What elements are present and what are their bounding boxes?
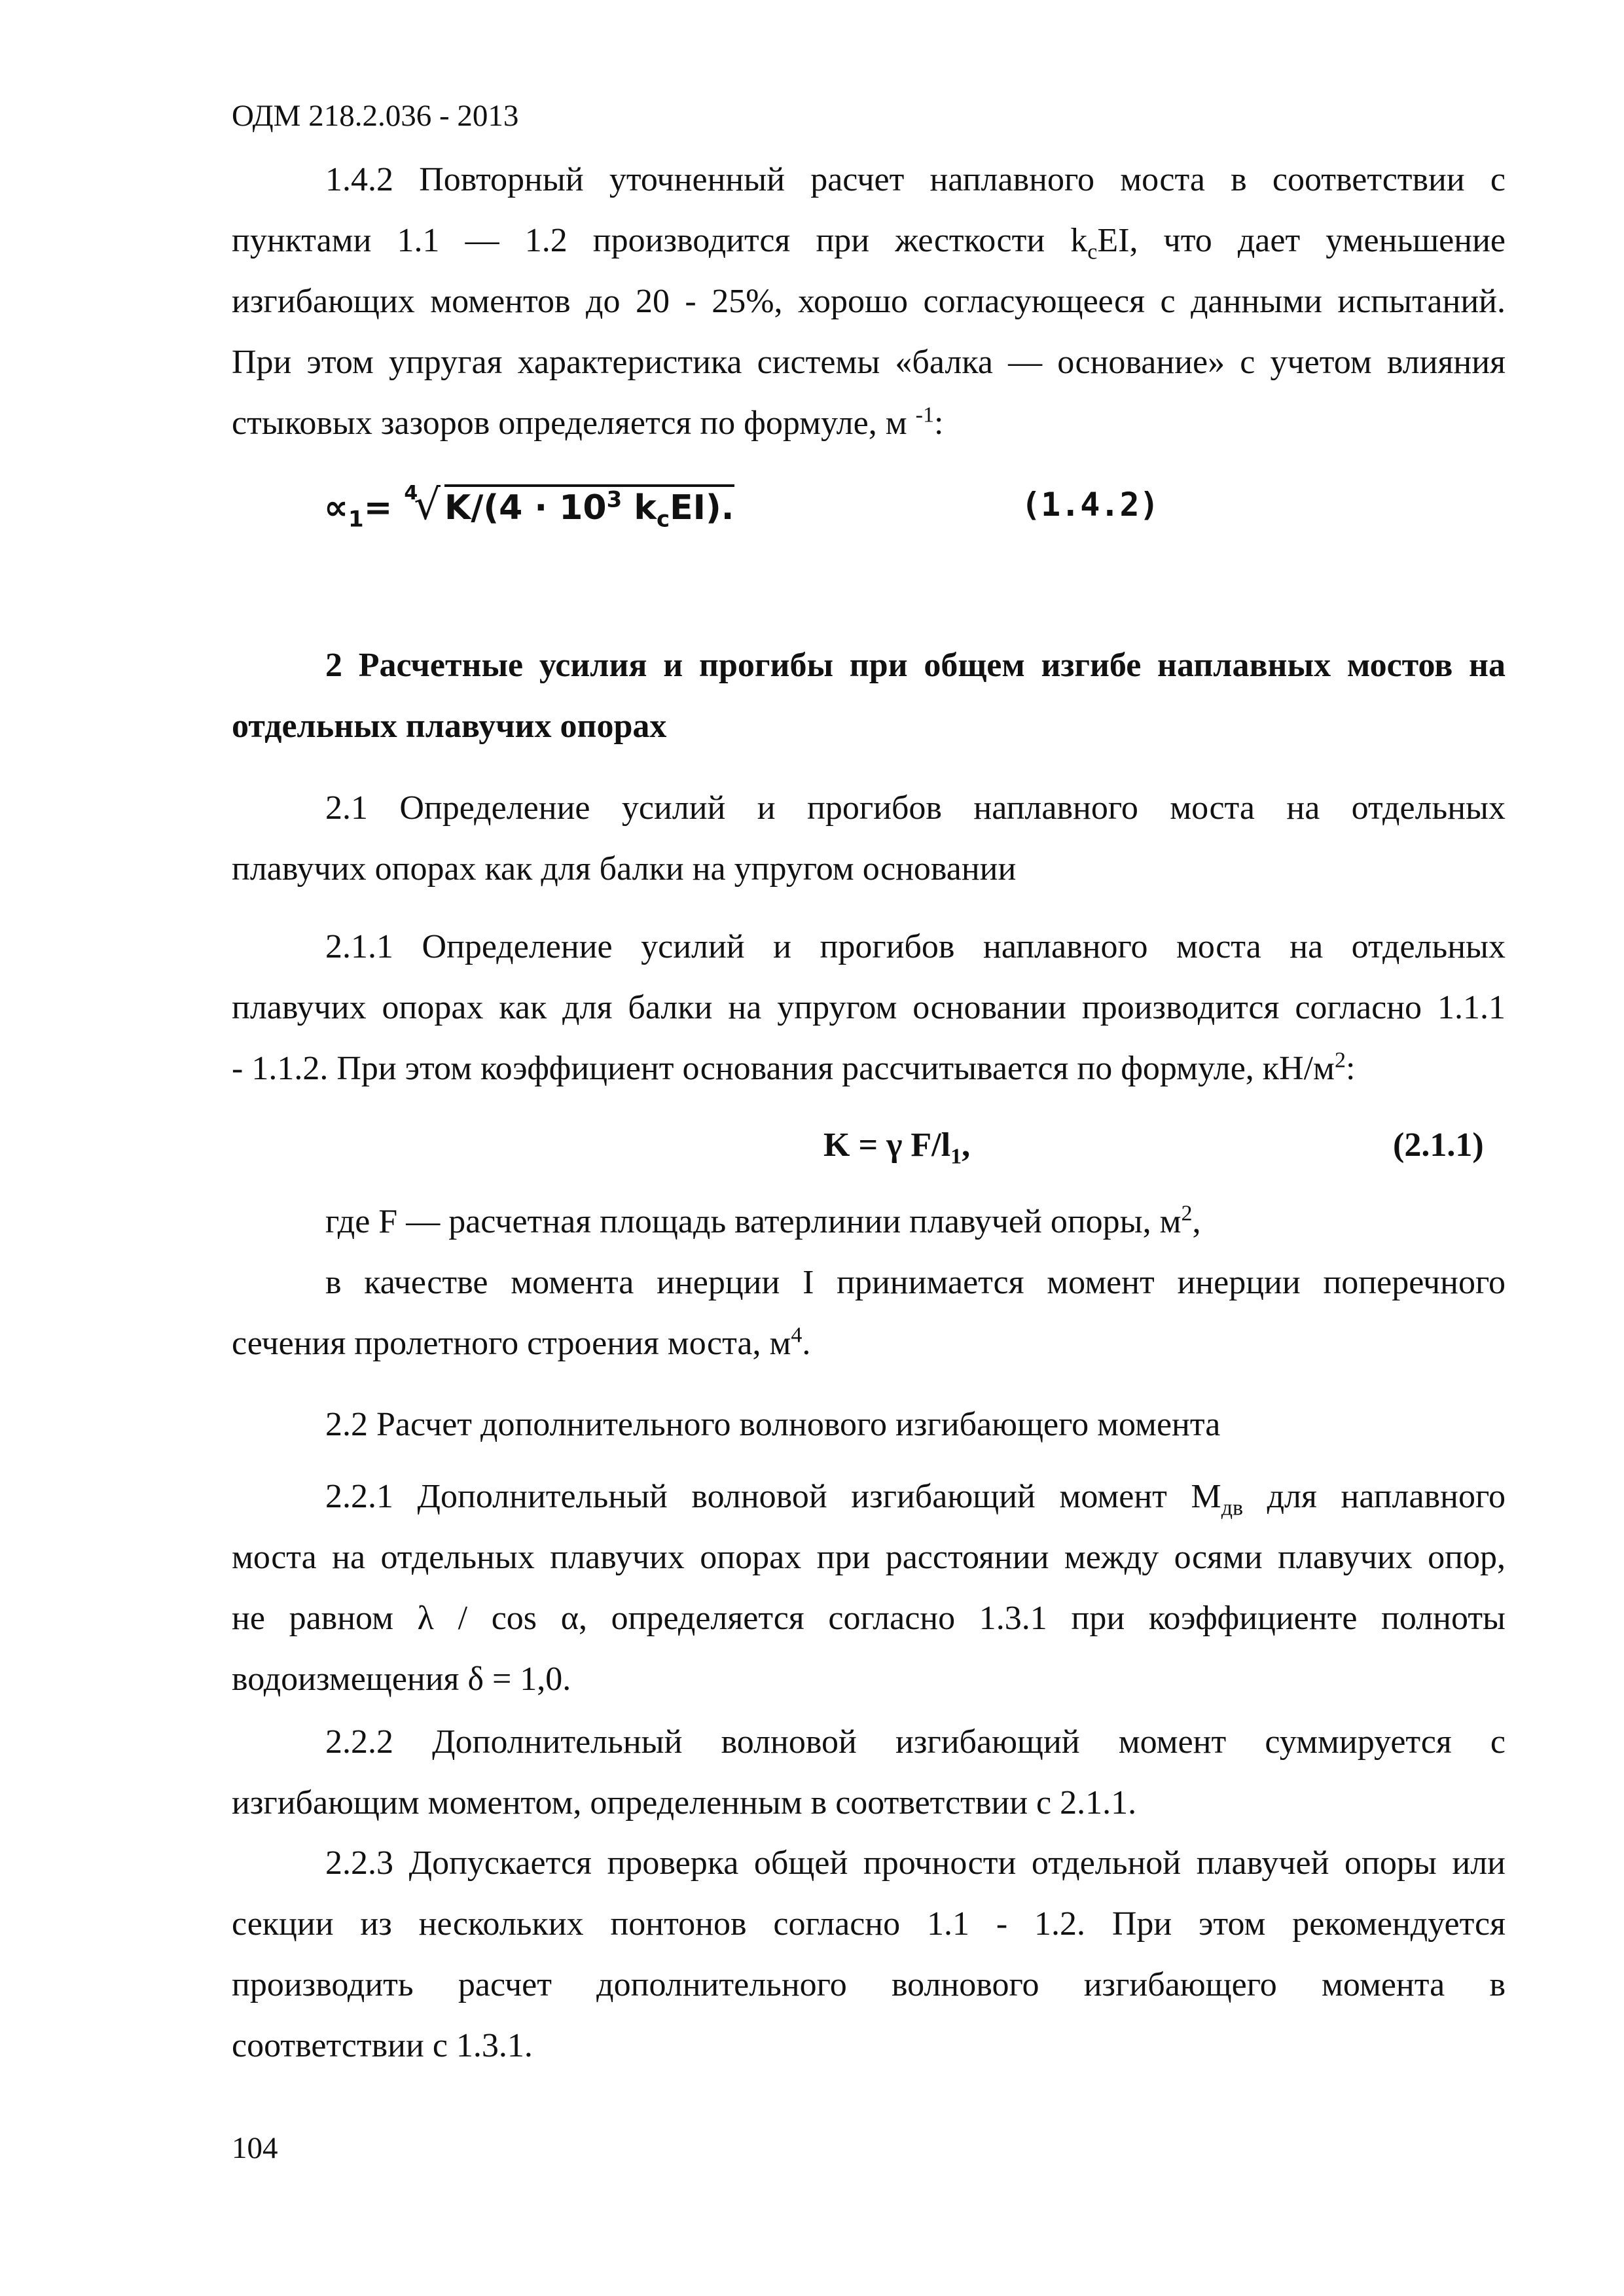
superscript: 3 xyxy=(606,486,623,513)
paragraph-2-1 xyxy=(232,778,1506,899)
text-line: 2.1.1 Определение усилий и прогибов наплавного моста на отдельных xyxy=(325,928,1506,965)
text-run: для наплавного xyxy=(1243,1478,1506,1515)
superscript: 2 xyxy=(1334,1048,1346,1073)
subscript: c xyxy=(656,506,670,533)
text-line: 2.1 Определение усилий и прогибов наплавного моста на отдельных xyxy=(325,789,1506,827)
heading-line: отдельных плавучих опорах xyxy=(232,708,667,745)
equals-sign: = xyxy=(363,488,393,528)
text-run: k xyxy=(622,488,657,528)
heading-line: 2 Расчетные усилия и прогибы при общем изгибе наплавных мостов на xyxy=(325,647,1506,684)
radical-sign-icon: √ xyxy=(414,481,441,529)
text-run: , xyxy=(1192,1203,1201,1240)
text-line xyxy=(232,393,1506,454)
text-run: 2.2.1 Дополнительный волновой изгибающий момент М xyxy=(325,1478,1221,1515)
superscript: 4 xyxy=(791,1323,803,1348)
text-line: 2.2.2 Дополнительный волновой изгибающий момент суммируется с xyxy=(325,1723,1506,1761)
formula-number: (2.1.1) xyxy=(1393,1126,1484,1164)
text-line: плавучих опорах как для балки на упругом основании производится согласно 1.1.1 xyxy=(232,989,1506,1026)
text-line: производить расчет дополнительного волнового изгибающего момента в xyxy=(232,1966,1506,2003)
text-run: : xyxy=(933,404,944,442)
text-line xyxy=(232,1466,1506,1527)
text-run: стыковых зазоров определяется по формуле, м xyxy=(232,404,916,442)
paragraph-2-1-1 xyxy=(232,916,1506,1099)
subscript: 1 xyxy=(950,1144,962,1169)
text-line xyxy=(232,1191,1506,1252)
text-run: - 1.1.2. При этом коэффициент основания рассчитывается по формуле, кН/м xyxy=(232,1050,1335,1087)
paragraph-2-2-2 xyxy=(232,1712,1506,1833)
formula-number: (1.4.2) xyxy=(1021,486,1159,524)
text-run: сечения пролетного строения моста, м xyxy=(232,1325,791,1362)
text-line xyxy=(232,1313,1506,1374)
document-code: ОДМ 218.2.036 - 2013 xyxy=(232,99,519,133)
subscript: c xyxy=(1087,240,1098,264)
text-line: водоизмещения δ = 1,0. xyxy=(232,1660,571,1698)
text-line: изгибающих моментов до 20 - 25%, хорошо согласующееся с данными испытаний. xyxy=(232,283,1506,320)
text-line: моста на отдельных плавучих опорах при расстоянии между осями плавучих опор, xyxy=(232,1539,1506,1576)
text-run: . xyxy=(802,1325,811,1362)
formula-2-1-1 xyxy=(823,1126,971,1169)
formula-1-4-2 xyxy=(324,481,734,533)
alpha-symbol: ∝ xyxy=(324,488,349,528)
radicand xyxy=(444,484,734,533)
text-run: где F — расчетная площадь ватерлинии плавучей опоры, м xyxy=(325,1203,1182,1240)
paragraph-2-2 xyxy=(232,1394,1506,1455)
text-line: изгибающим моментом, определенным в соответствии с 2.1.1. xyxy=(232,1784,1137,1821)
subscript: 1 xyxy=(348,506,364,533)
paragraph-where xyxy=(232,1191,1506,1374)
page-number: 104 xyxy=(232,2131,278,2165)
paragraph-1-4-2 xyxy=(232,149,1506,454)
subscript: дв xyxy=(1221,1496,1244,1520)
text-run: EI, что дает уменьшение xyxy=(1097,222,1506,259)
superscript: -1 xyxy=(915,403,934,427)
text-line xyxy=(232,1038,1506,1099)
superscript: 2 xyxy=(1181,1201,1193,1226)
root-index: 4 xyxy=(404,482,418,505)
text-line: не равном λ / cos α, определяется согласно 1.3.1 при коэффициенте полноты xyxy=(232,1600,1506,1637)
text-run: : xyxy=(1345,1050,1356,1087)
text-run: K = γ F/l xyxy=(823,1126,951,1164)
text-line: секции из нескольких понтонов согласно 1.1 - 1.2. При этом рекомендуется xyxy=(232,1905,1506,1943)
paragraph-2-2-1 xyxy=(232,1466,1506,1710)
text-line xyxy=(232,210,1506,271)
section-heading xyxy=(232,635,1506,757)
text-run: пунктами 1.1 — 1.2 производится при жесткости k xyxy=(232,222,1088,259)
text-line: в качестве момента инерции I принимается момент инерции поперечного xyxy=(325,1264,1506,1301)
text-line: 2.2.3 Допускается проверка общей прочности отдельной плавучей опоры или xyxy=(325,1844,1506,1882)
text-run: EI). xyxy=(670,488,734,528)
text-line: соответствии с 1.3.1. xyxy=(232,2027,533,2064)
paragraph-2-2-3 xyxy=(232,1833,1506,2076)
text-line: При этом упругая характеристика системы «балка — основание» с учетом влияния xyxy=(232,344,1506,381)
text-run: K/(4 · 10 xyxy=(444,488,607,528)
text-line: плавучих опорах как для балки на упругом основании xyxy=(232,850,1017,888)
text-run: , xyxy=(962,1126,971,1164)
text-line: 2.2 Расчет дополнительного волнового изгибающего момента xyxy=(325,1406,1221,1443)
text-line: 1.4.2 Повторный уточненный расчет наплавного моста в соответствии с xyxy=(325,161,1506,198)
